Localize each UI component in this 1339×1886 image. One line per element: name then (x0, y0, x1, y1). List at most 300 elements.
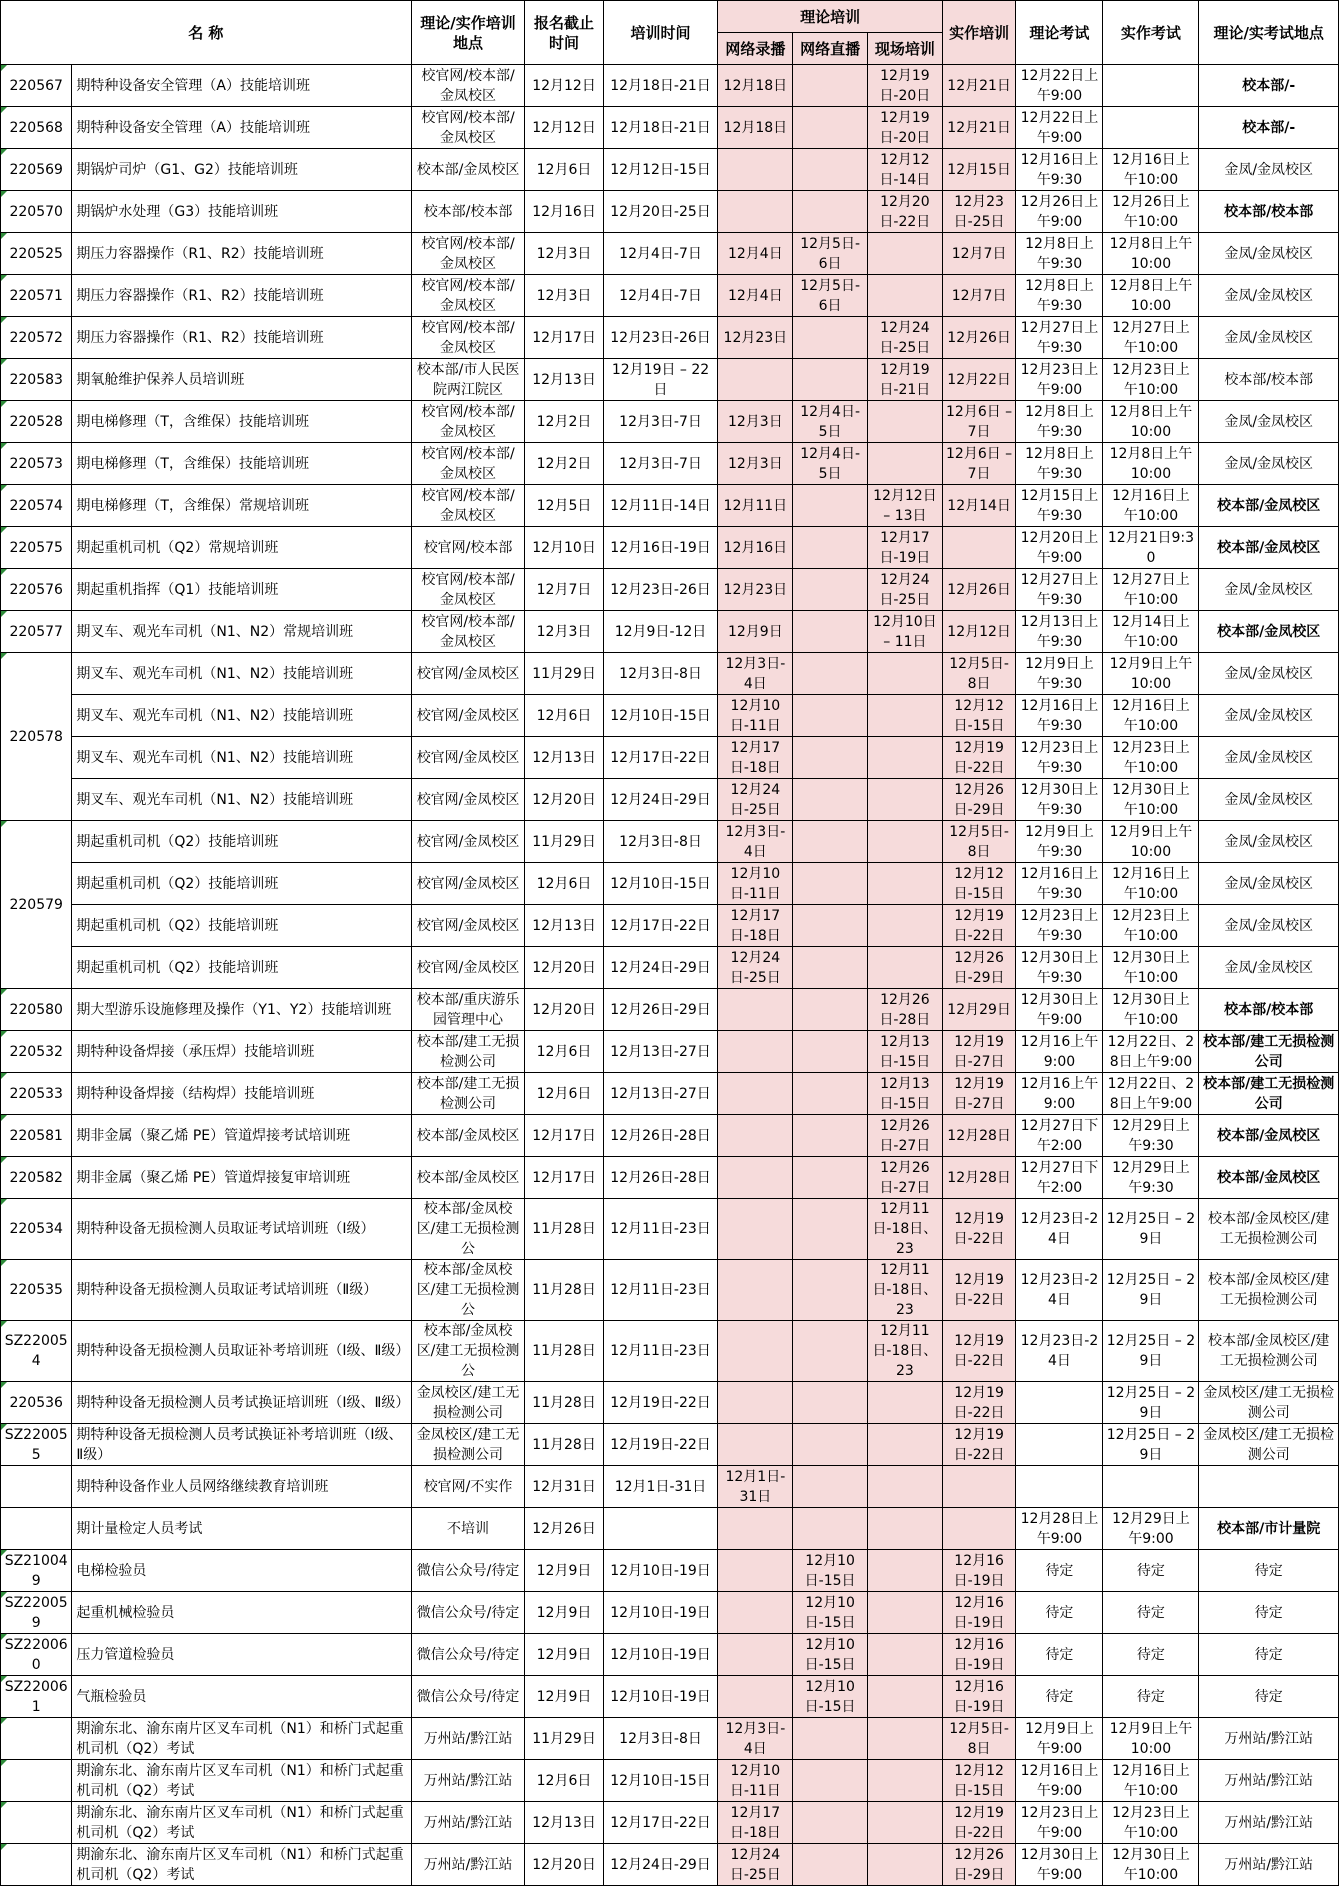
header-theory-exam: 理论考试 (1016, 1, 1103, 65)
table-row (1, 107, 1339, 149)
location-cell: 校本部/校本部 (411, 191, 525, 233)
practical-exam-cell: 12月30日上午10:00 (1103, 1844, 1199, 1886)
location-cell: 校官网/校本部/金凤校区 (411, 65, 525, 107)
location-cell: 校官网/校本部/金凤校区 (411, 107, 525, 149)
deadline-cell: 11月28日 (525, 1199, 603, 1260)
online-live-cell (793, 1382, 868, 1424)
class-code-cell (1, 1844, 72, 1886)
class-code-cell: 220578 (1, 653, 72, 821)
location-cell: 微信公众号/待定 (411, 1634, 525, 1676)
online-rec-cell (718, 1592, 793, 1634)
train-time-cell: 12月4日-7日 (603, 275, 718, 317)
deadline-cell: 11月29日 (525, 653, 603, 695)
online-rec-cell: 12月23日 (718, 317, 793, 359)
online-live-cell (793, 1073, 868, 1115)
practical-cell: 12月6日 – 7日 (942, 443, 1016, 485)
header-theory: 理论培训 (718, 1, 942, 33)
deadline-cell: 12月20日 (525, 947, 603, 989)
location-cell: 校官网/校本部/金凤校区 (411, 275, 525, 317)
online-rec-cell (718, 1508, 793, 1550)
course-name-cell: 期叉车、观光车司机（N1、N2）技能培训班 (72, 695, 411, 737)
train-time-cell: 12月1日-31日 (603, 1466, 718, 1508)
table-row (1, 527, 1339, 569)
online-live-cell (793, 947, 868, 989)
exam-location-cell: 校本部/校本部 (1199, 359, 1339, 401)
exam-location-cell: 校本部/金凤校区 (1199, 611, 1339, 653)
exam-location-cell: 金凤/金凤校区 (1199, 149, 1339, 191)
class-code-cell: 220580 (1, 989, 72, 1031)
onsite-cell (867, 1634, 942, 1676)
table-row (1, 1802, 1339, 1844)
exam-location-cell: 校本部/金凤校区 (1199, 1157, 1339, 1199)
theory-exam-cell: 12月27日上午9:30 (1016, 569, 1103, 611)
exam-location-cell: 金凤/金凤校区 (1199, 401, 1339, 443)
location-cell: 万州站/黔江站 (411, 1760, 525, 1802)
practical-exam-cell: 12月29日上午9:30 (1103, 1115, 1199, 1157)
theory-exam-cell: 12月13日上午9:30 (1016, 611, 1103, 653)
online-live-cell (793, 1031, 868, 1073)
table-row (1, 1676, 1339, 1718)
course-name-cell: 期起重机指挥（Q1）技能培训班 (72, 569, 411, 611)
practical-cell: 12月19日-22日 (942, 1802, 1016, 1844)
practical-cell: 12月26日-29日 (942, 947, 1016, 989)
theory-exam-cell: 12月8日上午9:30 (1016, 233, 1103, 275)
deadline-cell: 12月20日 (525, 989, 603, 1031)
online-live-cell: 12月10日-15日 (793, 1592, 868, 1634)
train-time-cell: 12月19日-22日 (603, 1382, 718, 1424)
theory-exam-cell (1016, 1382, 1103, 1424)
exam-location-cell: 校本部/校本部 (1199, 191, 1339, 233)
online-live-cell (793, 611, 868, 653)
practical-exam-cell: 12月23日上午10:00 (1103, 359, 1199, 401)
deadline-cell: 12月9日 (525, 1550, 603, 1592)
theory-exam-cell: 12月23日-24日 (1016, 1260, 1103, 1321)
header-location: 理论/实作培训地点 (411, 1, 525, 65)
deadline-cell: 12月9日 (525, 1676, 603, 1718)
train-time-cell: 12月24日-29日 (603, 947, 718, 989)
location-cell: 校官网/校本部/金凤校区 (411, 443, 525, 485)
online-live-cell (793, 485, 868, 527)
train-time-cell: 12月10日-19日 (603, 1634, 718, 1676)
train-time-cell: 12月10日-15日 (603, 863, 718, 905)
location-cell: 校官网/金凤校区 (411, 737, 525, 779)
table-row (1, 1718, 1339, 1760)
exam-location-cell: 万州站/黔江站 (1199, 1802, 1339, 1844)
table-row (1, 611, 1339, 653)
deadline-cell: 12月3日 (525, 275, 603, 317)
online-live-cell: 12月10日-15日 (793, 1676, 868, 1718)
exam-location-cell: 金凤/金凤校区 (1199, 275, 1339, 317)
online-rec-cell: 12月18日 (718, 65, 793, 107)
table-row (1, 1508, 1339, 1550)
online-rec-cell (718, 149, 793, 191)
location-cell: 金凤校区/建工无损检测公司 (411, 1382, 525, 1424)
theory-exam-cell: 12月9日上午9:00 (1016, 1718, 1103, 1760)
exam-location-cell: 金凤/金凤校区 (1199, 737, 1339, 779)
online-live-cell (793, 1115, 868, 1157)
theory-exam-cell: 12月9日上午9:30 (1016, 653, 1103, 695)
online-live-cell (793, 107, 868, 149)
course-name-cell: 压力管道检验员 (72, 1634, 411, 1676)
train-time-cell: 12月24日-29日 (603, 779, 718, 821)
deadline-cell: 12月6日 (525, 1031, 603, 1073)
exam-location-cell: 校本部/金凤校区/建工无损检测公司 (1199, 1260, 1339, 1321)
class-code-cell: SZ220055 (1, 1424, 72, 1466)
onsite-cell (867, 401, 942, 443)
online-rec-cell: 12月4日 (718, 275, 793, 317)
practical-exam-cell: 12月29日上午9:00 (1103, 1508, 1199, 1550)
exam-location-cell: 金凤校区/建工无损检测公司 (1199, 1382, 1339, 1424)
practical-cell: 12月15日 (942, 149, 1016, 191)
deadline-cell: 12月6日 (525, 863, 603, 905)
theory-exam-cell (1016, 1466, 1103, 1508)
onsite-cell: 12月26日-28日 (867, 989, 942, 1031)
onsite-cell (867, 821, 942, 863)
header-name: 名 称 (1, 1, 412, 65)
location-cell: 不培训 (411, 1508, 525, 1550)
theory-exam-cell: 12月23日上午9:00 (1016, 359, 1103, 401)
train-time-cell: 12月17日-22日 (603, 905, 718, 947)
exam-location-cell: 金凤/金凤校区 (1199, 905, 1339, 947)
deadline-cell: 11月28日 (525, 1260, 603, 1321)
deadline-cell: 12月12日 (525, 65, 603, 107)
online-rec-cell: 12月4日 (718, 233, 793, 275)
location-cell: 校本部/金凤校区 (411, 1115, 525, 1157)
exam-location-cell: 金凤/金凤校区 (1199, 233, 1339, 275)
online-live-cell (793, 1802, 868, 1844)
onsite-cell (867, 1676, 942, 1718)
theory-exam-cell: 12月8日上午9:30 (1016, 401, 1103, 443)
deadline-cell: 12月13日 (525, 1802, 603, 1844)
theory-exam-cell: 待定 (1016, 1676, 1103, 1718)
theory-exam-cell: 12月23日上午9:00 (1016, 1802, 1103, 1844)
theory-exam-cell: 12月23日-24日 (1016, 1199, 1103, 1260)
practical-cell: 12月26日 (942, 569, 1016, 611)
exam-location-cell: 校本部/金凤校区 (1199, 527, 1339, 569)
practical-exam-cell: 12月23日上午10:00 (1103, 737, 1199, 779)
location-cell: 校官网/校本部/金凤校区 (411, 317, 525, 359)
course-name-cell: 期压力容器操作（R1、R2）技能培训班 (72, 317, 411, 359)
online-live-cell (793, 1199, 868, 1260)
deadline-cell: 12月6日 (525, 1760, 603, 1802)
online-live-cell (793, 737, 868, 779)
practical-exam-cell: 12月27日上午10:00 (1103, 569, 1199, 611)
onsite-cell (867, 275, 942, 317)
table-row (1, 1634, 1339, 1676)
table-row (1, 1844, 1339, 1886)
train-time-cell: 12月10日-15日 (603, 695, 718, 737)
location-cell: 校官网/校本部/金凤校区 (411, 611, 525, 653)
practical-exam-cell: 12月27日上午10:00 (1103, 317, 1199, 359)
class-code-cell: 220568 (1, 107, 72, 149)
theory-exam-cell: 12月16日上午9:30 (1016, 695, 1103, 737)
exam-location-cell: 校本部/建工无损检测公司 (1199, 1031, 1339, 1073)
onsite-cell (867, 1592, 942, 1634)
exam-location-cell: 校本部/市计量院 (1199, 1508, 1339, 1550)
train-time-cell: 12月4日-7日 (603, 233, 718, 275)
deadline-cell: 11月29日 (525, 1718, 603, 1760)
onsite-cell: 12月26日-27日 (867, 1115, 942, 1157)
train-time-cell: 12月11日-23日 (603, 1321, 718, 1382)
deadline-cell: 12月12日 (525, 107, 603, 149)
online-rec-cell: 12月24日-25日 (718, 779, 793, 821)
deadline-cell: 12月13日 (525, 905, 603, 947)
practical-cell: 12月21日 (942, 107, 1016, 149)
course-name-cell: 期特种设备安全管理（A）技能培训班 (72, 107, 411, 149)
onsite-cell: 12月10日 – 11日 (867, 611, 942, 653)
practical-cell: 12月16日-19日 (942, 1592, 1016, 1634)
online-live-cell (793, 1844, 868, 1886)
deadline-cell: 12月3日 (525, 611, 603, 653)
class-code-cell: 220567 (1, 65, 72, 107)
onsite-cell (867, 653, 942, 695)
deadline-cell: 12月5日 (525, 485, 603, 527)
table-row (1, 359, 1339, 401)
theory-exam-cell: 待定 (1016, 1634, 1103, 1676)
practical-exam-cell: 12月8日上午10:00 (1103, 401, 1199, 443)
table-row (1, 989, 1339, 1031)
practical-cell: 12月23日-25日 (942, 191, 1016, 233)
online-live-cell (793, 1321, 868, 1382)
class-code-cell (1, 1508, 72, 1550)
practical-cell: 12月19日-22日 (942, 1321, 1016, 1382)
deadline-cell: 12月16日 (525, 191, 603, 233)
online-live-cell (793, 1466, 868, 1508)
course-name-cell: 期叉车、观光车司机（N1、N2）技能培训班 (72, 779, 411, 821)
deadline-cell: 12月2日 (525, 443, 603, 485)
online-rec-cell: 12月17日-18日 (718, 905, 793, 947)
onsite-cell: 12月26日-27日 (867, 1157, 942, 1199)
table-row (1, 233, 1339, 275)
train-time-cell: 12月24日-29日 (603, 1844, 718, 1886)
online-rec-cell: 12月16日 (718, 527, 793, 569)
header-onsite: 现场培训 (867, 33, 942, 65)
online-live-cell (793, 905, 868, 947)
table-row (1, 149, 1339, 191)
train-time-cell: 12月12日-15日 (603, 149, 718, 191)
onsite-cell (867, 863, 942, 905)
practical-exam-cell: 12月16日上午10:00 (1103, 485, 1199, 527)
train-time-cell: 12月23日-26日 (603, 317, 718, 359)
online-rec-cell (718, 1382, 793, 1424)
location-cell: 微信公众号/待定 (411, 1676, 525, 1718)
online-rec-cell: 12月18日 (718, 107, 793, 149)
location-cell: 校官网/校本部/金凤校区 (411, 485, 525, 527)
online-live-cell (793, 1157, 868, 1199)
class-code-cell: 220535 (1, 1260, 72, 1321)
practical-cell: 12月19日-22日 (942, 1424, 1016, 1466)
train-time-cell: 12月11日-23日 (603, 1260, 718, 1321)
online-rec-cell (718, 1157, 793, 1199)
train-time-cell: 12月18日-21日 (603, 107, 718, 149)
location-cell: 微信公众号/待定 (411, 1592, 525, 1634)
course-name-cell: 期特种设备无损检测人员取证考试培训班（Ⅱ级） (72, 1260, 411, 1321)
location-cell: 校官网/金凤校区 (411, 905, 525, 947)
onsite-cell: 12月11日-18日、23 (867, 1260, 942, 1321)
practical-cell: 12月26日-29日 (942, 779, 1016, 821)
theory-exam-cell: 12月23日-24日 (1016, 1321, 1103, 1382)
onsite-cell: 12月19日-21日 (867, 359, 942, 401)
table-row (1, 1260, 1339, 1321)
course-name-cell: 气瓶检验员 (72, 1676, 411, 1718)
practical-cell: 12月21日 (942, 65, 1016, 107)
deadline-cell: 11月28日 (525, 1382, 603, 1424)
theory-exam-cell: 12月15日上午9:30 (1016, 485, 1103, 527)
online-rec-cell: 12月17日-18日 (718, 1802, 793, 1844)
practical-exam-cell: 12月30日上午10:00 (1103, 947, 1199, 989)
theory-exam-cell: 12月30日上午9:30 (1016, 779, 1103, 821)
course-name-cell: 期叉车、观光车司机（N1、N2）常规培训班 (72, 611, 411, 653)
exam-location-cell: 校本部/建工无损检测公司 (1199, 1073, 1339, 1115)
exam-location-cell: 校本部/金凤校区/建工无损检测公司 (1199, 1321, 1339, 1382)
location-cell: 校本部/金凤校区/建工无损检测公 (411, 1321, 525, 1382)
course-name-cell: 期起重机司机（Q2）技能培训班 (72, 863, 411, 905)
exam-location-cell: 校本部/金凤校区 (1199, 485, 1339, 527)
table-row (1, 1031, 1339, 1073)
deadline-cell: 12月6日 (525, 1073, 603, 1115)
online-live-cell (793, 191, 868, 233)
table-row (1, 905, 1339, 947)
theory-exam-cell: 12月26日上午9:00 (1016, 191, 1103, 233)
online-rec-cell: 12月3日-4日 (718, 1718, 793, 1760)
practical-cell: 12月16日-19日 (942, 1676, 1016, 1718)
course-name-cell: 期锅炉司炉（G1、G2）技能培训班 (72, 149, 411, 191)
practical-cell: 12月7日 (942, 233, 1016, 275)
theory-exam-cell: 待定 (1016, 1550, 1103, 1592)
online-rec-cell: 12月17日-18日 (718, 737, 793, 779)
practical-cell: 12月12日 (942, 611, 1016, 653)
practical-cell (942, 1466, 1016, 1508)
online-rec-cell (718, 1634, 793, 1676)
onsite-cell (867, 737, 942, 779)
train-time-cell: 12月26日-29日 (603, 989, 718, 1031)
online-live-cell: 12月5日-6日 (793, 233, 868, 275)
practical-exam-cell: 12月25日 – 29日 (1103, 1260, 1199, 1321)
class-code-cell: 220582 (1, 1157, 72, 1199)
practical-exam-cell: 12月22日、28日上午9:00 (1103, 1073, 1199, 1115)
train-time-cell: 12月26日-28日 (603, 1157, 718, 1199)
table-row (1, 737, 1339, 779)
practical-cell: 12月29日 (942, 989, 1016, 1031)
train-time-cell: 12月20日-25日 (603, 191, 718, 233)
online-live-cell (793, 695, 868, 737)
exam-location-cell: 金凤/金凤校区 (1199, 653, 1339, 695)
online-rec-cell (718, 1321, 793, 1382)
train-time-cell: 12月10日-15日 (603, 1760, 718, 1802)
exam-location-cell: 金凤/金凤校区 (1199, 863, 1339, 905)
class-code-cell: 220532 (1, 1031, 72, 1073)
train-time-cell: 12月18日-21日 (603, 65, 718, 107)
theory-exam-cell: 12月30日上午9:00 (1016, 1844, 1103, 1886)
exam-location-cell: 校本部/金凤校区/建工无损检测公司 (1199, 1199, 1339, 1260)
practical-cell: 12月16日-19日 (942, 1550, 1016, 1592)
course-name-cell: 期渝东北、渝东南片区叉车司机（N1）和桥门式起重机司机（Q2）考试 (72, 1802, 411, 1844)
online-live-cell (793, 779, 868, 821)
onsite-cell (867, 1508, 942, 1550)
online-rec-cell (718, 359, 793, 401)
deadline-cell: 12月17日 (525, 1157, 603, 1199)
online-live-cell: 12月4日-5日 (793, 401, 868, 443)
header-practical: 实作培训 (942, 1, 1016, 65)
train-time-cell: 12月17日-22日 (603, 1802, 718, 1844)
theory-exam-cell: 12月8日上午9:30 (1016, 275, 1103, 317)
online-rec-cell: 12月24日-25日 (718, 947, 793, 989)
exam-location-cell: 校本部/金凤校区 (1199, 1115, 1339, 1157)
online-live-cell: 12月4日-5日 (793, 443, 868, 485)
online-rec-cell (718, 1676, 793, 1718)
table-row (1, 653, 1339, 695)
train-time-cell: 12月19日 – 22日 (603, 359, 718, 401)
onsite-cell: 12月19日-20日 (867, 107, 942, 149)
practical-cell: 12月19日-27日 (942, 1073, 1016, 1115)
onsite-cell (867, 1844, 942, 1886)
table-row (1, 863, 1339, 905)
location-cell: 校本部/金凤校区/建工无损检测公 (411, 1260, 525, 1321)
theory-exam-cell (1016, 1424, 1103, 1466)
table-row (1, 1760, 1339, 1802)
class-code-cell (1, 1760, 72, 1802)
class-code-cell: SZ220059 (1, 1592, 72, 1634)
header-online-live: 网络直播 (793, 33, 868, 65)
course-name-cell: 起重机械检验员 (72, 1592, 411, 1634)
course-name-cell: 期起重机司机（Q2）技能培训班 (72, 821, 411, 863)
theory-exam-cell: 12月16上午9:00 (1016, 1031, 1103, 1073)
exam-location-cell: 校本部/校本部 (1199, 989, 1339, 1031)
deadline-cell: 12月10日 (525, 527, 603, 569)
class-code-cell: 220579 (1, 821, 72, 989)
theory-exam-cell: 12月22日上午9:00 (1016, 65, 1103, 107)
location-cell: 校本部/金凤校区 (411, 1157, 525, 1199)
theory-exam-cell: 12月16日上午9:30 (1016, 149, 1103, 191)
practical-exam-cell: 12月16日上午10:00 (1103, 695, 1199, 737)
train-time-cell: 12月11日-23日 (603, 1199, 718, 1260)
online-live-cell (793, 527, 868, 569)
course-name-cell: 期特种设备无损检测人员考试换证补考培训班（Ⅰ级、Ⅱ级） (72, 1424, 411, 1466)
practical-exam-cell: 12月8日上午10:00 (1103, 233, 1199, 275)
online-live-cell: 12月5日-6日 (793, 275, 868, 317)
location-cell: 校官网/金凤校区 (411, 779, 525, 821)
header-deadline: 报名截止时间 (525, 1, 603, 65)
theory-exam-cell: 12月20日上午9:00 (1016, 527, 1103, 569)
course-name-cell: 期特种设备无损检测人员取证考试培训班（Ⅰ级） (72, 1199, 411, 1260)
practical-cell: 12月5日-8日 (942, 1718, 1016, 1760)
onsite-cell (867, 1382, 942, 1424)
practical-exam-cell: 12月14日上午10:00 (1103, 611, 1199, 653)
practical-cell: 12月19日-22日 (942, 1382, 1016, 1424)
online-rec-cell (718, 1424, 793, 1466)
deadline-cell: 12月9日 (525, 1592, 603, 1634)
practical-exam-cell: 12月30日上午10:00 (1103, 989, 1199, 1031)
practical-cell (942, 527, 1016, 569)
theory-exam-cell: 12月30日上午9:00 (1016, 989, 1103, 1031)
online-rec-cell: 12月3日 (718, 401, 793, 443)
header-exam-location: 理论/实考试地点 (1199, 1, 1339, 65)
onsite-cell: 12月24日-25日 (867, 569, 942, 611)
online-rec-cell: 12月24日-25日 (718, 1844, 793, 1886)
practical-cell: 12月28日 (942, 1115, 1016, 1157)
course-name-cell: 期非金属（聚乙烯 PE）管道焊接复审培训班 (72, 1157, 411, 1199)
deadline-cell: 12月3日 (525, 233, 603, 275)
online-rec-cell: 12月10日-11日 (718, 1760, 793, 1802)
class-code-cell: 220571 (1, 275, 72, 317)
class-code-cell (1, 1802, 72, 1844)
header-practical-exam: 实作考试 (1103, 1, 1199, 65)
practical-exam-cell: 12月29日上午9:30 (1103, 1157, 1199, 1199)
practical-exam-cell: 12月8日上午10:00 (1103, 443, 1199, 485)
deadline-cell: 12月6日 (525, 695, 603, 737)
practical-exam-cell: 待定 (1103, 1634, 1199, 1676)
practical-exam-cell: 12月9日上午10:00 (1103, 821, 1199, 863)
